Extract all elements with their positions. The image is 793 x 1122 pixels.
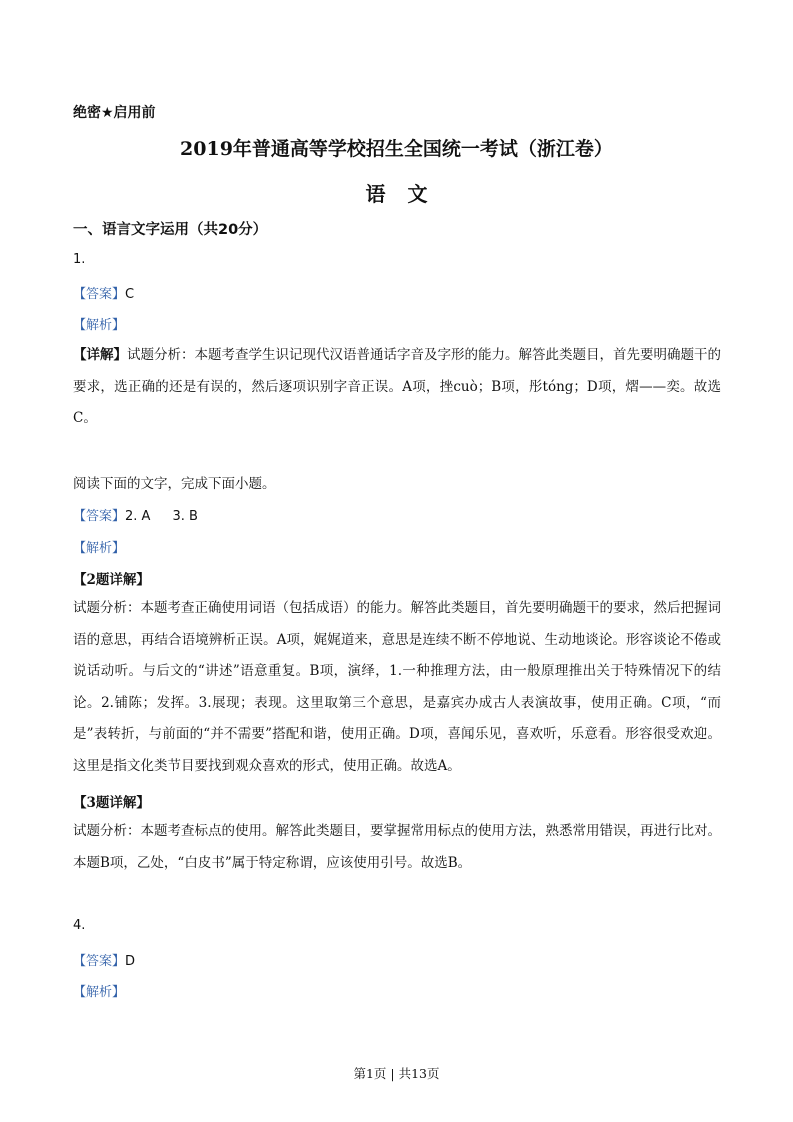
answer-value: C	[125, 287, 135, 302]
q3-heading: 【3题详解】	[73, 795, 150, 811]
analysis-label: 【解析】	[73, 541, 126, 556]
q1-detail-paragraph	[73, 340, 721, 435]
detail-label: 【详解】	[73, 347, 127, 363]
question-number-1: 1.	[73, 252, 86, 267]
analysis-label: 【解析】	[73, 985, 126, 1000]
answer-3: 3. B	[172, 509, 198, 524]
confidential-label: 绝密★启用前	[73, 105, 156, 121]
subject-title: 语文	[365, 182, 450, 206]
answer-label: 【答案】	[73, 509, 126, 524]
exam-title: 2019年普通高等学校招生全国统一考试（浙江卷）	[180, 138, 613, 160]
q3-detail-paragraph: 试题分析：本题考查标点的使用。解答此类题目，要掌握常用标点的使用方法，熟悉常用错误，再进行比对。本题B项，乙处，“白皮书”属于特定称谓，应该使用引号。故选B。	[73, 823, 721, 871]
q4-answer-line	[73, 950, 135, 969]
answer-2: 2. A	[125, 509, 151, 524]
q2-detail-paragraph: 试题分析：本题考查正确使用词语（包括成语）的能力。解答此类题目，首先要明确题干的要求，然后把握词语的意思，再结合语境辨析正误。A项，娓娓道来，意思是连续不断不停地说、生动地谈论。形容谈论不倦或说话动听。与后文的“讲述”语意重复。B项，演绎，1.一种推理方法，由一般原理推出关于特殊情况下的结论。2.铺陈；发挥。3.展现；表现。这里取第三个意思，是嘉宾办成古人表演故事，使用正确。C项，“而是”表转折，与前面的“并不需要”搭配和谐，使用正确。D项，喜闻乐见，喜欢听，乐意看。形容很受欢迎。这里是指文化类节目要找到观众喜欢的形式，使用正确。故选A。	[73, 600, 721, 774]
reading-intro: 阅读下面的文字，完成下面小题。	[73, 476, 276, 492]
answer-label: 【答案】	[73, 287, 126, 302]
question-number-4: 4.	[73, 918, 86, 933]
section-heading: 一、语言文字运用（共20分）	[73, 222, 268, 238]
q1-answer-line	[73, 283, 134, 302]
answer-value: D	[125, 954, 136, 969]
q2-heading: 【2题详解】	[73, 572, 150, 588]
analysis-label: 【解析】	[73, 318, 126, 333]
q2-3-answer-line	[73, 505, 198, 524]
page-footer: 第1页 | 共13页	[353, 1066, 440, 1081]
detail-text: 试题分析：本题考查学生识记现代汉语普通话字音及字形的能力。解答此类题目，首先要明确题干的要求，选正确的还是有误的，然后逐项识别字音正误。A项，挫cuò；B项，彤tóng；D项，熠——奕。故选C。	[73, 347, 721, 426]
answer-label: 【答案】	[73, 954, 126, 969]
